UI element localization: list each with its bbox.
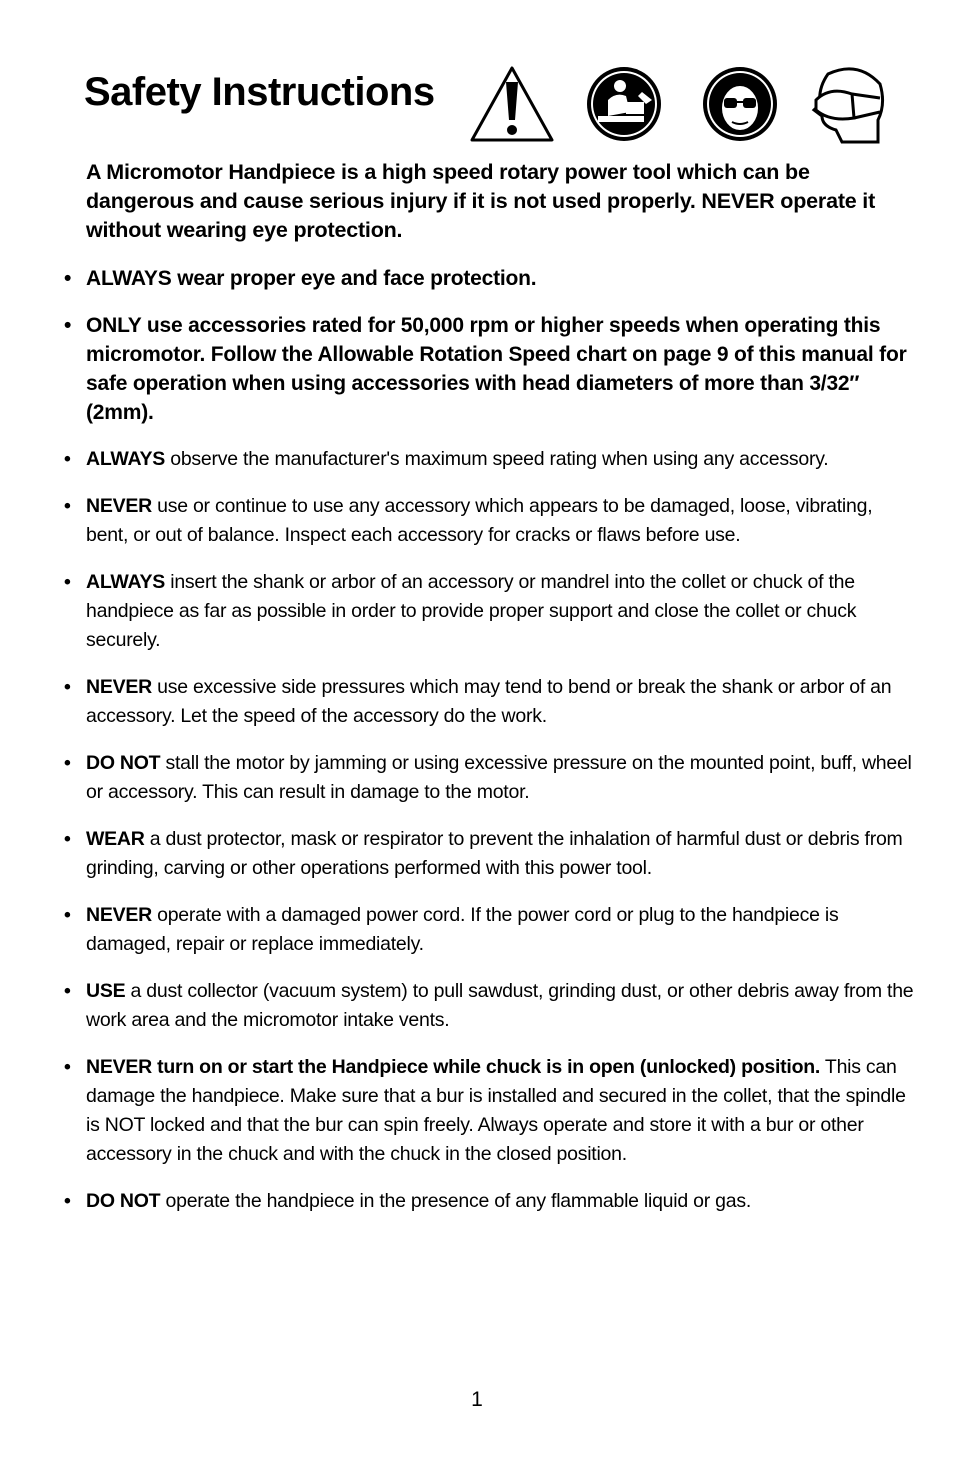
intro-keyword: NEVER <box>701 189 775 213</box>
list-item: • WEAR a dust protector, mask or respirator to prevent the inhalation of harmful dust or debris from grinding, carving or other operations performed with this power tool. <box>64 828 903 879</box>
list-item: • ALWAYS observe the manufacturer's maximum speed rating when using any accessory. <box>64 448 829 470</box>
bullet-keyword: NEVER <box>86 495 152 517</box>
bullet-text: insert the shank or arbor of an accessory or mandrel into the collet or chuck of the handpiece as far as possible in order to provide proper support and close the collet or chuck securely. <box>86 571 857 651</box>
intro-text-1: A Micromotor Handpiece is a high speed rotary power tool which can be dangerous and cause serious injury if it is not used properly. <box>86 160 810 213</box>
bullet-keyword: DO NOT <box>86 1190 161 1212</box>
bullet-keyword: ALWAYS <box>86 267 172 290</box>
list-item: • NEVER operate with a damaged power cord. If the power cord or plug to the handpiece is damaged, repair or replace immediately. <box>64 904 839 955</box>
bullet-keyword: DO NOT <box>86 752 161 774</box>
bullet-text: use accessories rated for 50,000 rpm or higher speeds when operating this micromotor. Follow the Allowable Rotation Speed chart on page 9 of this manual for safe operation when using accessories with head diameters of more than 3/32″ (2mm). <box>86 314 907 424</box>
intro-paragraph <box>86 158 898 245</box>
bullet-keyword: WEAR <box>86 828 145 850</box>
list-item: • NEVER turn on or start the Handpiece while chuck is in open (unlocked) position. This can damage the handpiece. Make sure that a bur is installed and secured in the collet, that the spindle is NOT locked and that the bur can spin freely. Always operate and store it with a bur or other accessory in the chuck and with the chuck in the closed position. <box>64 1056 906 1165</box>
bullet-keyword: ALWAYS <box>86 571 166 593</box>
bullet-text: use excessive side pressures which may tend to bend or break the shank or arbor of an accessory. Let the speed of the accessory do the work. <box>86 676 892 727</box>
safety-icons <box>468 64 888 146</box>
list-item: • NEVER use excessive side pressures which may tend to bend or break the shank or arbor of an accessory. Let the speed of the accessory do the work. <box>64 676 892 727</box>
safety-list <box>64 264 914 1234</box>
bullet-keyword: USE <box>86 980 126 1002</box>
bullet-text: wear proper eye and face protection. <box>171 267 537 290</box>
list-item: • DO NOT operate the handpiece in the presence of any flammable liquid or gas. <box>64 1190 751 1212</box>
bullet-keyword: NEVER <box>86 676 152 698</box>
bullet-text: operate the handpiece in the presence of any flammable liquid or gas. <box>160 1190 751 1212</box>
bullet-text: observe the manufacturer's maximum speed rating when using any accessory. <box>165 448 829 470</box>
page-title: Safety Instructions <box>84 70 435 114</box>
page-number: 1 <box>471 1388 483 1411</box>
list-item: • ALWAYS wear proper eye and face protection. <box>64 267 537 290</box>
list-item: • NEVER use or continue to use any accessory which appears to be damaged, loose, vibrating, bent, or out of balance. Inspect each accessory for cracks or flaws before use. <box>64 495 873 546</box>
list-item: • USE a dust collector (vacuum system) to pull sawdust, grinding dust, or other debris away from the work area and the micromotor intake vents. <box>64 980 914 1031</box>
intro-text-2: operate it without wearing eye protection. <box>86 189 876 242</box>
bullet-text: This can damage the handpiece. Make sure that a bur is installed and secured in the collet, that the spindle is NOT locked and that the bur can spin freely. Always operate and store it with a bur or other accessory in the chuck and with the chuck in the closed position. <box>86 1056 906 1165</box>
read-manual-icon <box>586 64 662 144</box>
list-item: • ONLY use accessories rated for 50,000 rpm or higher speeds when operating this micromotor. Follow the Allowable Rotation Speed chart on page 9 of this manual for safe operation when using accessories with head diameters of more than 3/32″ (2mm). <box>64 314 907 424</box>
bullet-keyword: ONLY <box>86 314 142 337</box>
bullet-text: a dust protector, mask or respirator to prevent the inhalation of harmful dust or debris from grinding, carving or other operations performed with this power tool. <box>86 828 903 879</box>
bullet-keyword: ALWAYS <box>86 448 166 470</box>
bullet-text: stall the motor by jamming or using excessive pressure on the mounted point, buff, wheel or accessory. This can result in damage to the motor. <box>86 752 912 803</box>
bullet-keyword: NEVER turn on or start the Handpiece while chuck is in open (unlocked) position. <box>86 1056 821 1078</box>
bullet-keyword: NEVER <box>86 904 152 926</box>
list-item: • DO NOT stall the motor by jamming or using excessive pressure on the mounted point, buff, wheel or accessory. This can result in damage to the motor. <box>64 752 912 803</box>
bullet-text: use or continue to use any accessory which appears to be damaged, loose, vibrating, bent, or out of balance. Inspect each accessory for cracks or flaws before use. <box>86 495 873 546</box>
list-item: • ALWAYS insert the shank or arbor of an accessory or mandrel into the collet or chuck of the handpiece as far as possible in order to provide proper support and close the collet or chuck securely. <box>64 571 857 651</box>
eye-protection-icon <box>702 64 778 144</box>
bullet-text: a dust collector (vacuum system) to pull sawdust, grinding dust, or other debris away from the work area and the micromotor intake vents. <box>86 980 914 1031</box>
bullet-text: operate with a damaged power cord. If the power cord or plug to the handpiece is damaged, repair or replace immediately. <box>86 904 839 955</box>
dust-mask-icon <box>808 64 888 146</box>
warning-triangle-icon <box>468 64 556 144</box>
